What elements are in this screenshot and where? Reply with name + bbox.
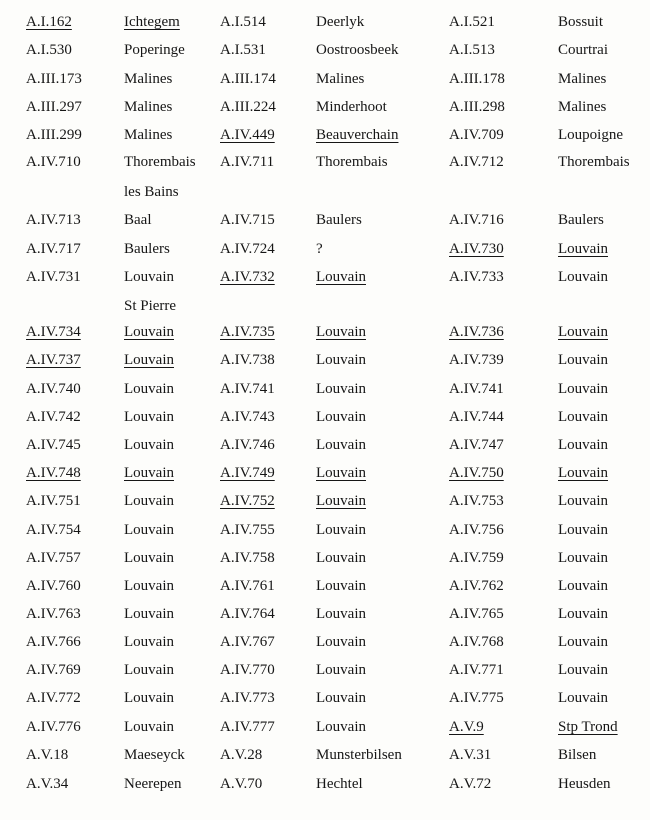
- place-cell: Ichtegem: [124, 14, 180, 30]
- code-cell: A.IV.747: [449, 437, 504, 453]
- code-cell: A.V.28: [220, 747, 263, 763]
- code-cell: A.IV.766: [26, 634, 81, 650]
- code-cell: A.IV.749: [220, 465, 275, 481]
- place-cell: Louvain: [124, 493, 174, 509]
- code-cell: A.IV.736: [449, 324, 504, 340]
- table-row: [0, 407, 650, 433]
- code-cell: A.IV.769: [26, 662, 81, 678]
- code-cell: A.IV.743: [220, 409, 275, 425]
- place-cell: Louvain: [558, 522, 608, 538]
- place-cell: Louvain: [316, 662, 366, 678]
- code-cell: A.III.297: [26, 99, 82, 115]
- code-cell: A.IV.746: [220, 437, 275, 453]
- code-cell: A.IV.709: [449, 127, 504, 143]
- place-cell: Louvain: [558, 352, 608, 368]
- code-cell: A.IV.724: [220, 241, 275, 257]
- code-cell: A.IV.761: [220, 578, 275, 594]
- table-row: [0, 717, 650, 743]
- code-cell: A.IV.777: [220, 719, 275, 735]
- code-cell: A.I.531: [220, 42, 266, 58]
- table-row: [0, 576, 650, 602]
- place-cell: Thorembais: [558, 154, 630, 170]
- place-cell: Louvain: [558, 634, 608, 650]
- code-cell: A.IV.711: [220, 154, 275, 170]
- place-cell: Louvain: [316, 690, 366, 706]
- code-cell: A.IV.741: [220, 381, 275, 397]
- place-cell: Munsterbilsen: [316, 747, 402, 763]
- code-cell: A.IV.772: [26, 690, 81, 706]
- code-cell: A.IV.710: [26, 154, 81, 170]
- place-cell: Deerlyk: [316, 14, 365, 30]
- code-cell: A.IV.732: [220, 269, 275, 285]
- code-cell: A.IV.745: [26, 437, 81, 453]
- place-cell: Malines: [124, 127, 173, 143]
- table-row: [0, 435, 650, 461]
- place-cell: Baal: [124, 212, 152, 228]
- place-cell: Louvain: [558, 578, 608, 594]
- code-cell: A.IV.757: [26, 550, 81, 566]
- table-row: [0, 463, 650, 489]
- code-cell: A.IV.740: [26, 381, 81, 397]
- table-row: [0, 69, 650, 95]
- code-cell: A.IV.773: [220, 690, 275, 706]
- place-cell: Bossuit: [558, 14, 604, 30]
- place-cell: St Pierre: [124, 298, 177, 314]
- place-cell: Louvain: [558, 493, 608, 509]
- place-cell: Beauverchain: [316, 127, 399, 143]
- code-cell: A.IV.738: [220, 352, 275, 368]
- place-cell: Louvain: [316, 465, 366, 481]
- place-cell: Minderhoot: [316, 99, 387, 115]
- code-cell: A.IV.742: [26, 409, 81, 425]
- place-cell: Louvain: [558, 662, 608, 678]
- place-cell: Louvain: [558, 437, 608, 453]
- place-cell: Courtrai: [558, 42, 608, 58]
- place-cell: Maeseyck: [124, 747, 185, 763]
- code-cell: A.IV.751: [26, 493, 81, 509]
- code-cell: A.IV.756: [449, 522, 504, 538]
- code-cell: A.IV.754: [26, 522, 81, 538]
- table-row: [0, 97, 650, 123]
- table-row: [0, 296, 650, 322]
- place-cell: Louvain: [558, 550, 608, 566]
- place-cell: Louvain: [124, 437, 174, 453]
- place-cell: Louvain: [558, 465, 608, 481]
- code-cell: A.III.174: [220, 71, 276, 87]
- place-cell: Louvain: [316, 493, 366, 509]
- table-row: [0, 774, 650, 800]
- place-cell: Oostroosbeek: [316, 42, 399, 58]
- table-row: [0, 322, 650, 348]
- code-cell: A.IV.776: [26, 719, 81, 735]
- table-row: [0, 604, 650, 630]
- table-row: [0, 350, 650, 376]
- place-cell: Thorembais: [316, 154, 388, 170]
- place-cell: Louvain: [316, 578, 366, 594]
- place-cell: Loupoigne: [558, 127, 623, 143]
- place-cell: Louvain: [316, 324, 366, 340]
- table-row: [0, 660, 650, 686]
- code-cell: A.III.298: [449, 99, 505, 115]
- code-cell: A.IV.744: [449, 409, 504, 425]
- place-cell: Louvain: [316, 409, 366, 425]
- code-cell: A.I.513: [449, 42, 495, 58]
- code-cell: A.IV.759: [449, 550, 504, 566]
- place-cell: Louvain: [316, 437, 366, 453]
- code-cell: A.I.521: [449, 14, 495, 30]
- code-cell: A.IV.760: [26, 578, 81, 594]
- place-cell: Louvain: [124, 324, 174, 340]
- code-cell: A.III.178: [449, 71, 505, 87]
- code-cell: A.IV.753: [449, 493, 504, 509]
- code-cell: A.IV.737: [26, 352, 81, 368]
- place-cell: Louvain: [124, 578, 174, 594]
- place-cell: Louvain: [558, 241, 608, 257]
- table-row: [0, 125, 650, 151]
- table-row: [0, 548, 650, 574]
- code-cell: A.V.18: [26, 747, 69, 763]
- code-cell: A.IV.734: [26, 324, 81, 340]
- place-cell: Louvain: [558, 324, 608, 340]
- place-cell: les Bains: [124, 184, 179, 200]
- place-cell: Malines: [124, 99, 173, 115]
- table-row: [0, 239, 650, 265]
- code-cell: A.IV.771: [449, 662, 504, 678]
- table-row: [0, 520, 650, 546]
- code-cell: A.III.173: [26, 71, 82, 87]
- code-cell: A.I.530: [26, 42, 72, 58]
- code-cell: A.III.224: [220, 99, 276, 115]
- place-cell: Louvain: [124, 352, 174, 368]
- place-cell: Louvain: [124, 522, 174, 538]
- code-cell: A.IV.750: [449, 465, 504, 481]
- table-row: [0, 267, 650, 293]
- place-cell: Neerepen: [124, 776, 182, 792]
- place-cell: Louvain: [124, 381, 174, 397]
- place-cell: Baulers: [558, 212, 604, 228]
- place-cell: Poperinge: [124, 42, 185, 58]
- place-cell: Louvain: [316, 634, 366, 650]
- code-cell: A.IV.741: [449, 381, 504, 397]
- place-cell: Stp Trond: [558, 719, 618, 735]
- code-cell: A.IV.715: [220, 212, 275, 228]
- table-row: [0, 491, 650, 517]
- place-cell: Malines: [124, 71, 173, 87]
- place-cell: Malines: [558, 71, 607, 87]
- code-cell: A.IV.768: [449, 634, 504, 650]
- place-cell: Louvain: [316, 269, 366, 285]
- place-cell: Malines: [316, 71, 365, 87]
- code-cell: A.IV.712: [449, 154, 504, 170]
- place-cell: Heusden: [558, 776, 611, 792]
- place-cell: Louvain: [124, 409, 174, 425]
- place-cell: Baulers: [316, 212, 362, 228]
- place-cell: Hechtel: [316, 776, 363, 792]
- place-cell: Louvain: [124, 465, 174, 481]
- code-cell: A.IV.716: [449, 212, 504, 228]
- place-cell: Louvain: [124, 550, 174, 566]
- code-cell: A.I.514: [220, 14, 266, 30]
- table-row: [0, 210, 650, 236]
- code-cell: A.IV.713: [26, 212, 81, 228]
- table-row: [0, 632, 650, 658]
- place-cell: Baulers: [124, 241, 170, 257]
- code-cell: A.V.31: [449, 747, 492, 763]
- place-cell: Louvain: [558, 606, 608, 622]
- code-cell: A.IV.449: [220, 127, 275, 143]
- place-cell: Louvain: [316, 352, 366, 368]
- code-cell: A.III.299: [26, 127, 82, 143]
- code-cell: A.IV.730: [449, 241, 504, 257]
- place-cell: Louvain: [558, 690, 608, 706]
- place-cell: Louvain: [124, 269, 174, 285]
- table-row: [0, 379, 650, 405]
- table-row: [0, 12, 650, 38]
- code-cell: A.V.9: [449, 719, 484, 735]
- code-cell: A.V.34: [26, 776, 69, 792]
- place-cell: Louvain: [124, 690, 174, 706]
- code-cell: A.I.162: [26, 14, 72, 30]
- place-cell: Bilsen: [558, 747, 597, 763]
- table-row: [0, 152, 650, 178]
- place-cell: Louvain: [316, 381, 366, 397]
- place-cell: Louvain: [124, 606, 174, 622]
- table-row: [0, 688, 650, 714]
- code-cell: A.IV.735: [220, 324, 275, 340]
- code-cell: A.V.70: [220, 776, 263, 792]
- code-cell: A.V.72: [449, 776, 492, 792]
- place-cell: Malines: [558, 99, 607, 115]
- table-row: [0, 745, 650, 771]
- code-cell: A.IV.765: [449, 606, 504, 622]
- place-cell: ?: [316, 241, 323, 257]
- code-cell: A.IV.717: [26, 241, 81, 257]
- code-cell: A.IV.762: [449, 578, 504, 594]
- code-cell: A.IV.758: [220, 550, 275, 566]
- place-cell: Thorembais: [124, 154, 196, 170]
- code-cell: A.IV.733: [449, 269, 504, 285]
- place-cell: Louvain: [558, 409, 608, 425]
- code-cell: A.IV.739: [449, 352, 504, 368]
- place-cell: Louvain: [124, 634, 174, 650]
- code-cell: A.IV.767: [220, 634, 275, 650]
- code-cell: A.IV.764: [220, 606, 275, 622]
- code-cell: A.IV.775: [449, 690, 504, 706]
- place-cell: Louvain: [124, 662, 174, 678]
- place-cell: Louvain: [316, 719, 366, 735]
- code-cell: A.IV.763: [26, 606, 81, 622]
- place-cell: Louvain: [316, 522, 366, 538]
- place-cell: Louvain: [124, 719, 174, 735]
- code-cell: A.IV.748: [26, 465, 81, 481]
- code-cell: A.IV.731: [26, 269, 81, 285]
- code-cell: A.IV.752: [220, 493, 275, 509]
- place-cell: Louvain: [316, 550, 366, 566]
- place-cell: Louvain: [316, 606, 366, 622]
- place-cell: Louvain: [558, 381, 608, 397]
- table-row: [0, 182, 650, 208]
- table-row: [0, 40, 650, 66]
- code-cell: A.IV.770: [220, 662, 275, 678]
- place-cell: Louvain: [558, 269, 608, 285]
- code-cell: A.IV.755: [220, 522, 275, 538]
